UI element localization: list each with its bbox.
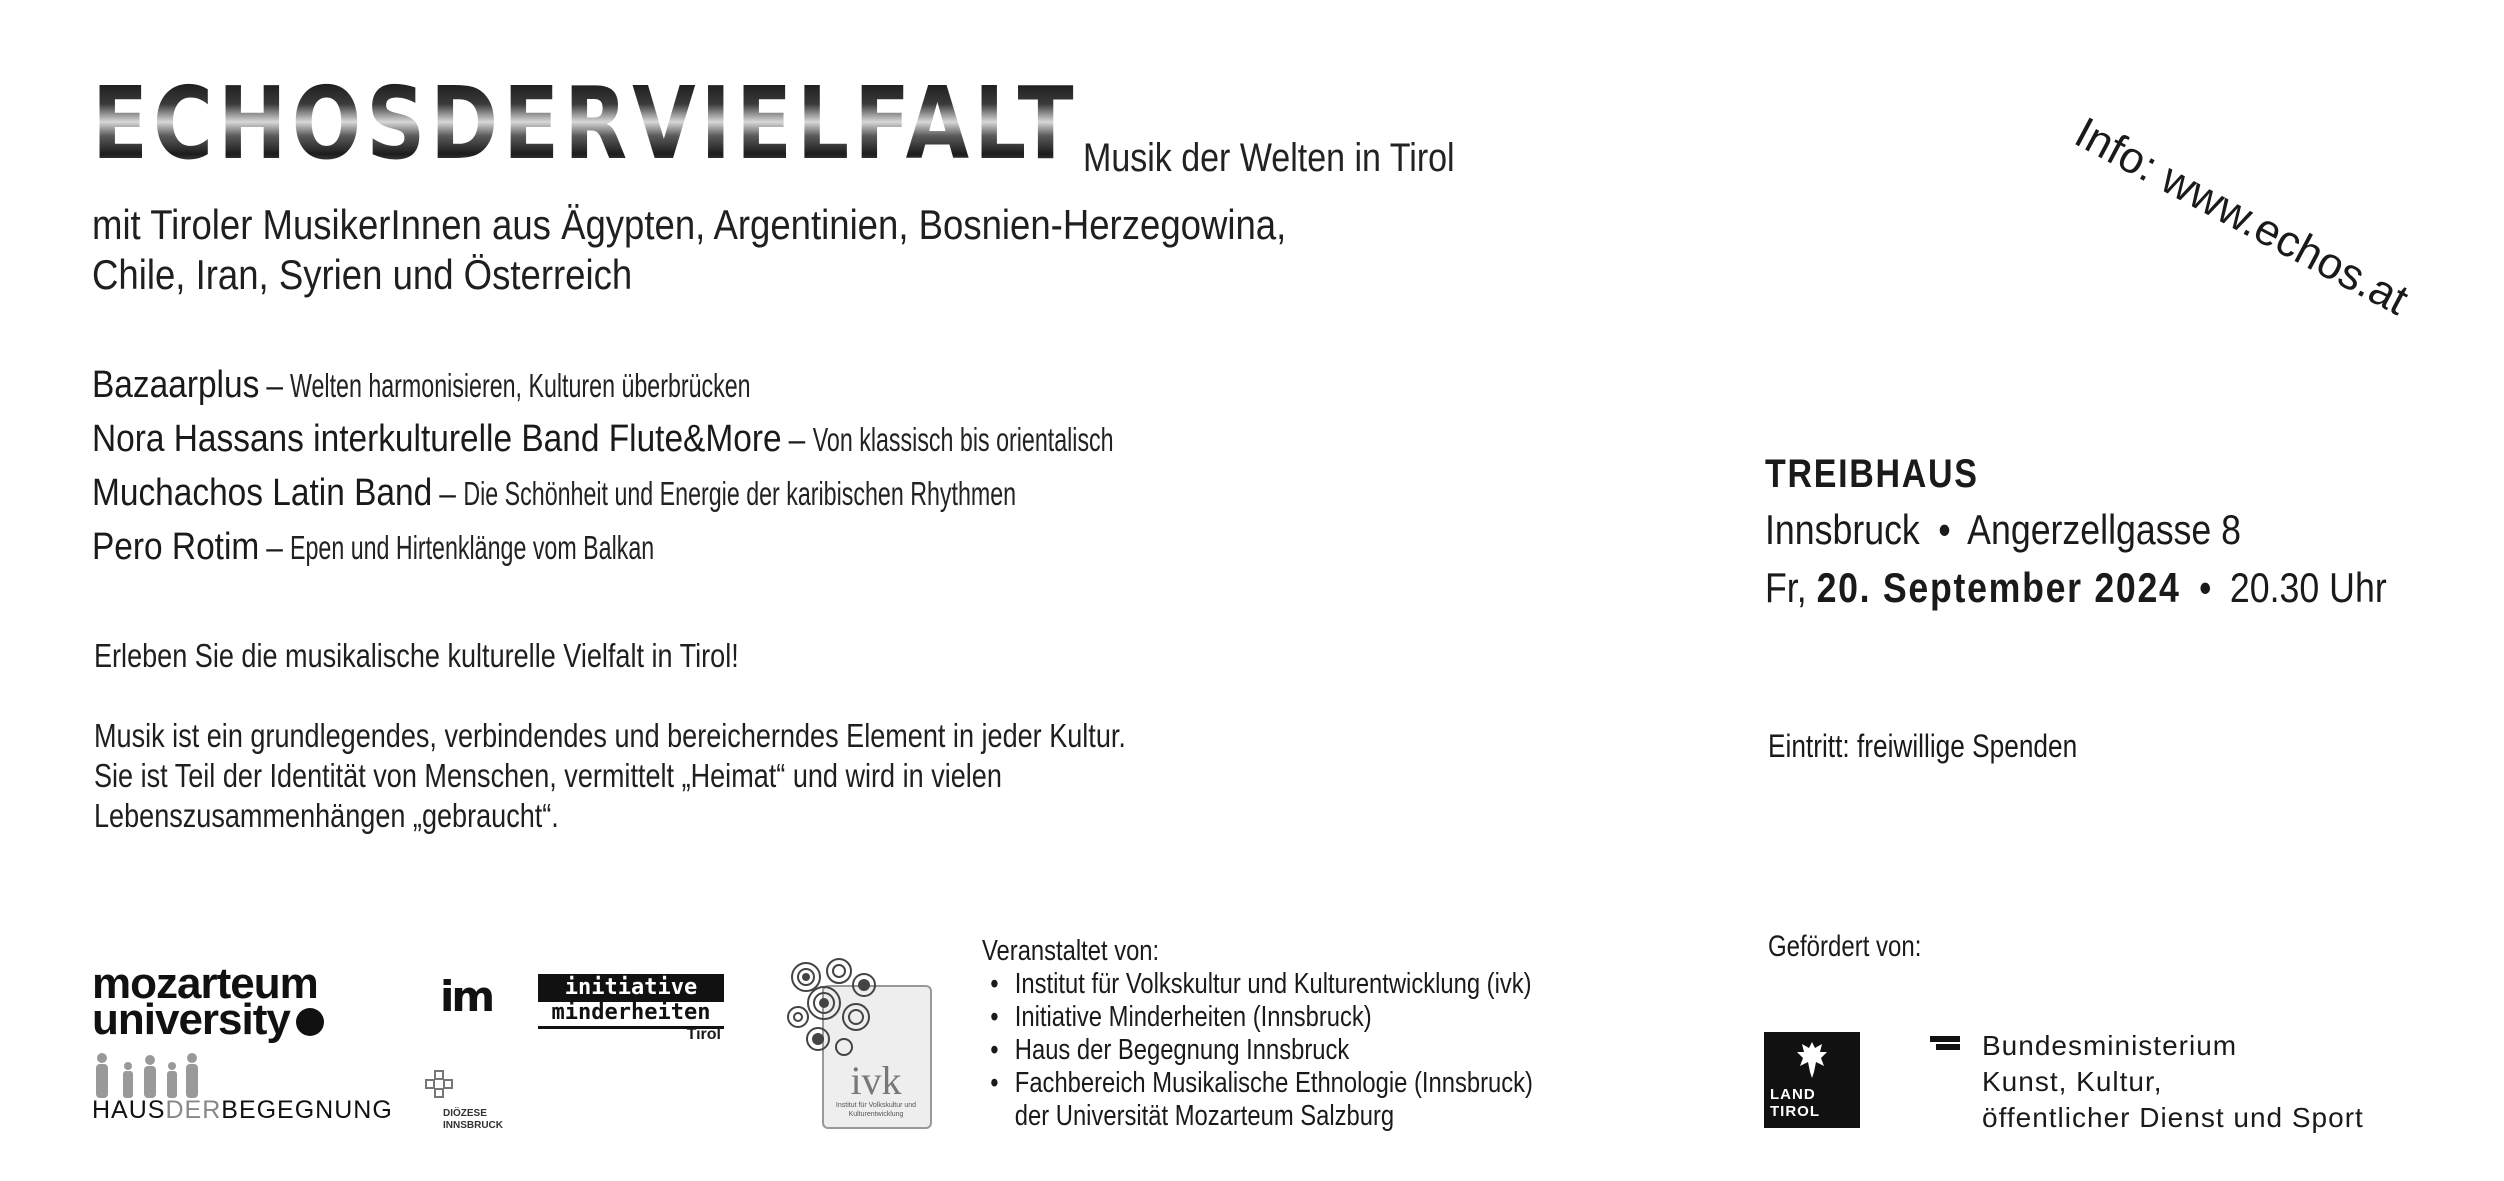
hdb-begegnung: BEGEGNUNG — [221, 1096, 393, 1124]
land-tirol-logo — [1764, 1032, 1860, 1128]
ivk-label: ivk — [850, 1058, 902, 1103]
austria-flag-icon — [1930, 1036, 1960, 1058]
venue-name: TREIBHAUS — [1765, 452, 1979, 496]
band-separator: – — [266, 367, 284, 405]
experience-text: Erleben Sie die musikalische kulturelle Vielfalt in Tirol! — [94, 637, 739, 674]
venue-address — [1765, 506, 2241, 554]
weekday: Fr, — [1765, 564, 1807, 611]
hdb-wordmark — [92, 1096, 393, 1125]
band-name: Nora Hassans interkulturelle Band Flute&More — [92, 418, 782, 460]
funded-by-label: Gefördert von: — [1768, 930, 1922, 963]
land-line: LAND — [1770, 1086, 1816, 1103]
city: Innsbruck — [1765, 506, 1920, 553]
organizer-heading: Veranstaltet von: — [982, 935, 1160, 967]
band-name: Muchachos Latin Band — [92, 472, 433, 514]
organizer-item: • Fachbereich Musikalische Ethnologie (Innsbruck) — [982, 1067, 1533, 1100]
mozarteum-line-2-wrap — [92, 995, 324, 1044]
cross-icon — [425, 1070, 455, 1100]
ivk-small-text: Institut für Volkskultur und Kulturentwicklung — [835, 1102, 917, 1118]
people-icon — [92, 1052, 202, 1100]
initiative-minderheiten-logo — [440, 970, 725, 1043]
time: 20.30 Uhr — [2229, 564, 2387, 611]
hdb-haus: HAUS — [92, 1096, 166, 1124]
band-description: Welten harmonisieren, Kulturen überbrücken — [290, 367, 751, 404]
band-list — [92, 364, 1338, 580]
music-paragraph — [94, 716, 1126, 836]
mozarteum-line-2: university — [92, 995, 290, 1044]
tirol-line: TIROL — [1770, 1103, 1820, 1120]
band-description: Von klassisch bis orientalisch — [812, 421, 1114, 458]
bullet-separator: • — [2198, 564, 2212, 611]
intro-text — [92, 200, 1286, 300]
band-description: Die Schönheit und Energie der karibischen Rhythmen — [462, 475, 1016, 512]
bmk-text — [1982, 1028, 2364, 1136]
organizer-item: • Haus der Begegnung Innsbruck — [982, 1034, 1533, 1067]
organizer-continuation: der Universität Mozarteum Salzburg — [1014, 1100, 1395, 1132]
band-description: Epen und Hirtenklänge vom Balkan — [289, 529, 655, 566]
band-separator: – — [788, 421, 806, 459]
mozarteum-logo — [92, 959, 324, 1044]
dioz-text — [443, 1108, 503, 1132]
organizer-item: • Institut für Volkskultur und Kulturentwicklung (ivk) — [982, 968, 1533, 1001]
band-separator: – — [266, 529, 283, 567]
ivk-logo — [784, 955, 929, 1127]
circles-icon — [784, 955, 884, 1065]
mozarteum-dot-icon — [296, 1008, 324, 1036]
page-title — [92, 65, 1079, 182]
band-item — [92, 472, 1188, 526]
band-name: Bazaarplus — [92, 364, 260, 406]
title-part-echos: ECHOS — [92, 65, 431, 182]
paragraph-line-3: Lebenszusammenhängen „gebraucht“. — [94, 797, 559, 834]
paragraph-line-2: Sie ist Teil der Identität von Menschen, vermittelt „Heimat“ und wird in vielen — [94, 757, 1002, 794]
dioz-line-2: INNSBRUCK — [443, 1120, 503, 1131]
title-part-der: DER — [430, 65, 633, 182]
im-mark: im — [440, 972, 493, 1021]
hdb-der: DER — [165, 1096, 222, 1124]
street: Angerzellgasse 8 — [1967, 506, 2242, 553]
intro-line-2: Chile, Iran, Syrien und Österreich — [92, 251, 633, 298]
band-separator: – — [439, 475, 456, 513]
im-top-label: initiative — [538, 974, 724, 1002]
band-item — [92, 364, 1188, 418]
band-item — [92, 418, 1188, 472]
subtitle: Musik der Welten in Tirol — [1083, 136, 1455, 180]
bmk-line-1: Bundesministerium — [1982, 1030, 2238, 1061]
event-date — [1765, 564, 2387, 612]
land-tirol-text — [1770, 1086, 1820, 1120]
entry-fee: Eintritt: freiwillige Spenden — [1768, 728, 2078, 764]
eagle-icon — [1796, 1040, 1828, 1080]
bmk-line-2: Kunst, Kultur, — [1982, 1066, 2163, 1097]
organizer-list — [982, 968, 1533, 1100]
date: 20. September 2024 — [1816, 564, 2181, 611]
dioz-line-1: DIÖZESE — [443, 1108, 487, 1119]
bmk-line-3: öffentlicher Dienst und Sport — [1982, 1102, 2364, 1133]
organizer-section — [982, 935, 1533, 1133]
im-tirol-label: Tirol — [686, 1026, 721, 1043]
band-item — [92, 526, 1188, 580]
organizer-item: • Initiative Minderheiten (Innsbruck) — [982, 1001, 1533, 1034]
band-name: Pero Rotim — [92, 526, 260, 568]
im-bottom-label: minderheiten — [538, 1000, 724, 1029]
mozarteum-line-1: mozarteum — [92, 959, 318, 1008]
paragraph-line-1: Musik ist ein grundlegendes, verbindendes und bereicherndes Element in jeder Kultur. — [94, 717, 1126, 754]
info-link[interactable]: Info: www.echos.at — [2066, 108, 2417, 325]
title-part-vielfalt: VIELFALT — [632, 65, 1079, 182]
bullet-separator: • — [1938, 506, 1951, 553]
intro-line-1: mit Tiroler MusikerInnen aus Ägypten, Argentinien, Bosnien-Herzegowina, — [92, 201, 1287, 248]
